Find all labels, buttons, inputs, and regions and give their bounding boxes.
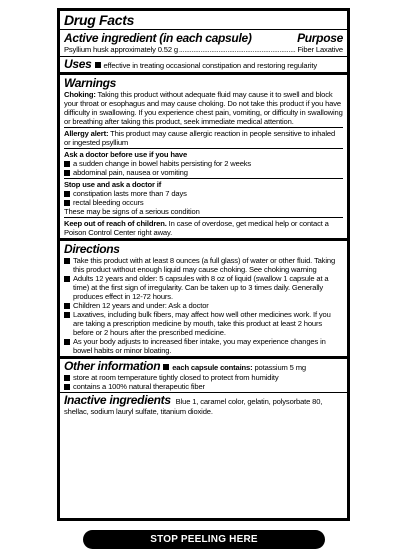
other-information-header: Other information [64, 359, 161, 373]
divider [64, 148, 343, 149]
bullet-square-icon [64, 276, 70, 282]
bullet-square-icon [64, 161, 70, 167]
divider [64, 217, 343, 218]
uses-text: effective in treating occasional constipation and restoring regularity [103, 61, 318, 70]
list-item: Take this product with at least 8 ounces (a full glass) of water or other fluid. Taking this product without enough liquid may cause choking. See choking warning [64, 256, 343, 274]
allergy-alert [64, 129, 343, 147]
choking-warning [64, 90, 343, 126]
list-item: As your body adjusts to increased fiber intake, you may experience changes in bowel habits or minor bloating. [64, 337, 343, 355]
choking-label: Choking: [64, 90, 96, 99]
purpose-text: Fiber Laxative [297, 45, 343, 54]
bullet-square-icon [64, 303, 70, 309]
active-ingredient-text: Psyllium husk approximately 0.52 g [64, 45, 178, 54]
uses-row [64, 58, 343, 71]
divider [60, 238, 347, 241]
bullet-square-icon [64, 339, 70, 345]
list-item: constipation lasts more than 7 days [64, 189, 343, 198]
list-item: Children 12 years and under: Ask a doctor [64, 301, 343, 310]
divider [60, 56, 347, 57]
leader-dots [179, 46, 296, 55]
bullet-square-icon [64, 384, 70, 390]
inactive-ingredients-header: Inactive ingredients [64, 393, 171, 407]
bullet-square-icon [163, 364, 169, 370]
warnings-header: Warnings [64, 76, 117, 90]
list-item: abdominal pain, nausea or vomiting [64, 168, 343, 177]
divider [60, 29, 347, 30]
drug-facts-title: Drug Facts [64, 12, 135, 28]
inactive-ingredients [64, 394, 343, 416]
directions-header: Directions [64, 242, 120, 256]
bullet-square-icon [64, 258, 70, 264]
allergy-label: Allergy alert: [64, 129, 109, 138]
list-item: a sudden change in bowel habits persisting for 2 weeks [64, 159, 343, 168]
list-item: store at room temperature tightly closed to protect from humidity [64, 373, 343, 382]
active-ingredient-header: Active ingredient (in each capsule) [64, 31, 252, 45]
list-item: Laxatives, including bulk fibers, may affect how well other medicines work. If you are taking a prescription medicine by mouth, take this product at least 2 hours before or 2 hours after the prescribed medicine. [64, 310, 343, 337]
inactive-ingredients-text: Blue 1, caramel color, gelatin, polysorbate 80, shellac, sodium lauryl sulfate, titanium dioxide. [64, 397, 323, 416]
divider [64, 178, 343, 179]
active-ingredient-header-row [64, 31, 343, 45]
ask-doctor-header: Ask a doctor before use if you have [64, 150, 188, 159]
keep-out-label: Keep out of reach of children. [64, 219, 167, 228]
choking-text: Taking this product without adequate fluid may cause it to swell and block your throat or esophagus and may cause choking. Do not take this product if you have difficulty in swallowing. If you experience chest pain, vomiting, or difficulty in swallowing or breathing after taking this product, seek immediate medical attention. [64, 90, 343, 126]
keep-out-of-reach [64, 219, 343, 237]
stop-peeling-label: STOP PEELING HERE [83, 530, 325, 549]
capsule-contains-text: potassium 5 mg [252, 363, 306, 372]
divider [60, 72, 347, 75]
bullet-square-icon [64, 191, 70, 197]
stop-use-note: These may be signs of a serious condition [64, 207, 200, 216]
capsule-contains-label: each capsule contains: [172, 363, 253, 372]
bullet-square-icon [95, 62, 101, 68]
allergy-text: This product may cause allergic reaction in people sensitive to inhaled or ingested psyllium [64, 129, 336, 147]
stop-use-header: Stop use and ask a doctor if [64, 180, 162, 189]
other-information-row [64, 360, 343, 373]
drug-facts-panel [57, 8, 350, 521]
divider [64, 127, 343, 128]
list-item: rectal bleeding occurs [64, 198, 343, 207]
purpose-header: Purpose [297, 31, 343, 45]
bullet-square-icon [64, 170, 70, 176]
bullet-square-icon [64, 375, 70, 381]
list-item: contains a 100% natural therapeutic fiber [64, 382, 343, 391]
uses-header: Uses [64, 57, 92, 71]
bullet-square-icon [64, 312, 70, 318]
bullet-square-icon [64, 200, 70, 206]
active-ingredient-row [64, 45, 343, 55]
list-item: Adults 12 years and older: 5 capsules with 8 oz of liquid (swallow 1 capsule at a time) at the first sign of irregularity. Can be taken up to 3 times daily. Generally produces effect in 12-72 hours. [64, 274, 343, 301]
keep-out-text: In case of overdose, get medical help or contact a Poison Control Center right away. [64, 219, 329, 237]
